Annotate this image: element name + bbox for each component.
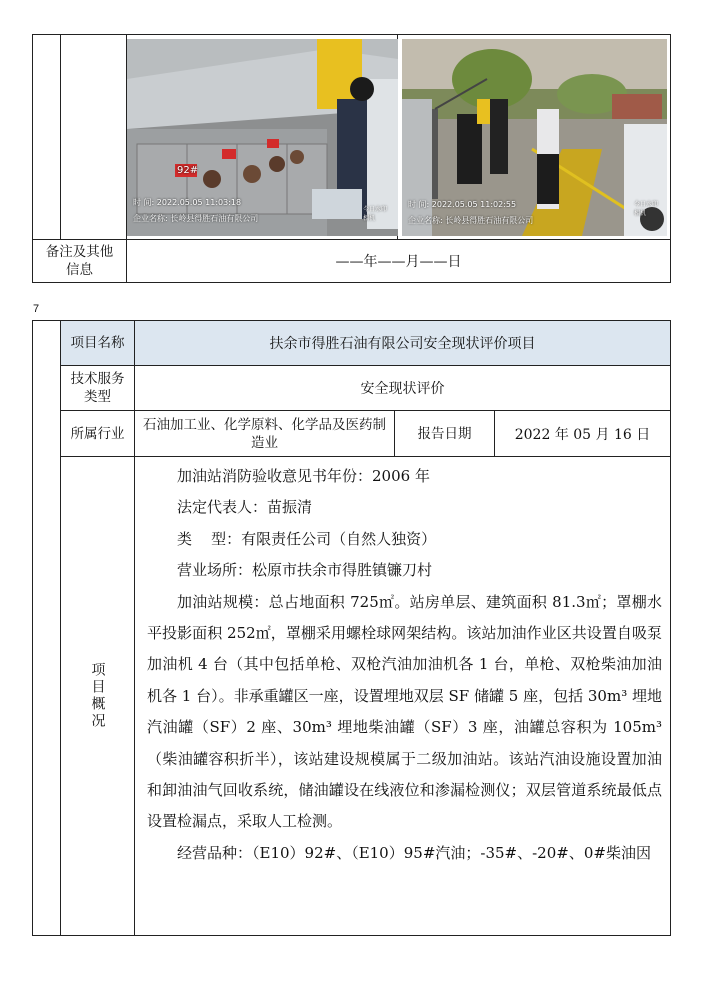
overview-content [135, 457, 671, 936]
overview-products-line: 经营品种：（E10）92#、（E10）95#汽油；-35#、-20#、0#柴油因 [177, 843, 651, 862]
overview-line-fire-acceptance: 加油站消防验收意见书年份：2006 年 [177, 467, 430, 485]
photo2-company [408, 215, 533, 226]
overview-label-cell [61, 457, 135, 936]
service-type-value: 安全现状评价 [135, 366, 671, 411]
photo2-time-value: 2022.05.05 11:02:55 [431, 200, 517, 209]
project-name-value: 扶余市得胜石油有限公司安全现状评价项目 [135, 321, 671, 366]
project-info-table [32, 320, 671, 936]
report-date-value: 2022 年 05 月 16 日 [495, 411, 671, 457]
overview-label: 项目概况 [89, 662, 106, 730]
photo1-company-label: 企业名称: [133, 214, 168, 223]
photo2-time [408, 199, 516, 210]
blank-cell-label [61, 35, 127, 240]
photo1-time-value: 2022.05.05 11:03:18 [156, 198, 242, 207]
photo2-company-value: 长岭县得胜石油有限公司 [445, 216, 534, 225]
blank-cell-left [33, 35, 61, 240]
remarks-date: ——年——月——日 [127, 240, 671, 283]
overview-scale-paragraph: 加油站规模：总占地面积 725㎡。站房单层、建筑面积 81.3㎡；罩棚水平投影面积 252㎡，罩棚采用螺栓球网架结构。该站加油作业区共设置自吸泵加油机 4 台（其中包括单枪、双枪汽油加油机各 1 台，单枪、双枪柴油加油机各 1 台）。非承重罐区一座，设置埋地双层 SF 储罐 5 座，包括 30m³ 埋地汽油罐（SF）2 座、30m³ 埋地柴油罐（SF）3 座，油罐总容积为 105m³（柴油罐容积折半），该站建设规模属于二级加油站。该站汽油设施设置加油和卸油油气回收系统，储油罐设在线液位和渗漏检测仪；双层管道系统最低点设置检漏点，采取人工检测。 [147, 592, 662, 831]
photo1-company [133, 213, 258, 224]
photo1-time [133, 197, 241, 208]
service-type-label: 技术服务类型 [61, 366, 135, 411]
overview-line-address: 营业场所：松原市扶余市得胜镇镰刀村 [177, 561, 433, 580]
left-margin-cell [33, 321, 61, 936]
dispenser-photo [127, 39, 398, 236]
forecourt-photo [402, 39, 667, 236]
remarks-label: 备注及其他信息 [33, 240, 127, 283]
report-date-label: 报告日期 [395, 411, 495, 457]
camera-badge-2: 今日水印 相机 [634, 201, 659, 217]
camera-badge: 今日水印 相机 [363, 206, 388, 222]
photo-cell-2 [398, 35, 671, 240]
photo1-time-label: 时 间: [133, 198, 155, 207]
page-number: 7 [33, 303, 40, 315]
overview-line-type: 类 型：有限责任公司（自然人独资） [177, 529, 437, 548]
industry-value: 石油加工业、化学原料、化学品及医药制造业 [135, 411, 395, 457]
overview-line-legal-rep: 法定代表人：苗振清 [177, 498, 313, 517]
photo-cell-1 [127, 35, 398, 240]
project-name-label: 项目名称 [61, 321, 135, 366]
sign-92-label: 92# [177, 165, 199, 176]
photo2-time-label: 时 间: [408, 200, 430, 209]
photo-record-table [32, 34, 671, 283]
industry-label: 所属行业 [61, 411, 135, 457]
photo2-company-label: 企业名称: [408, 216, 443, 225]
photo1-company-value: 长岭县得胜石油有限公司 [170, 214, 259, 223]
